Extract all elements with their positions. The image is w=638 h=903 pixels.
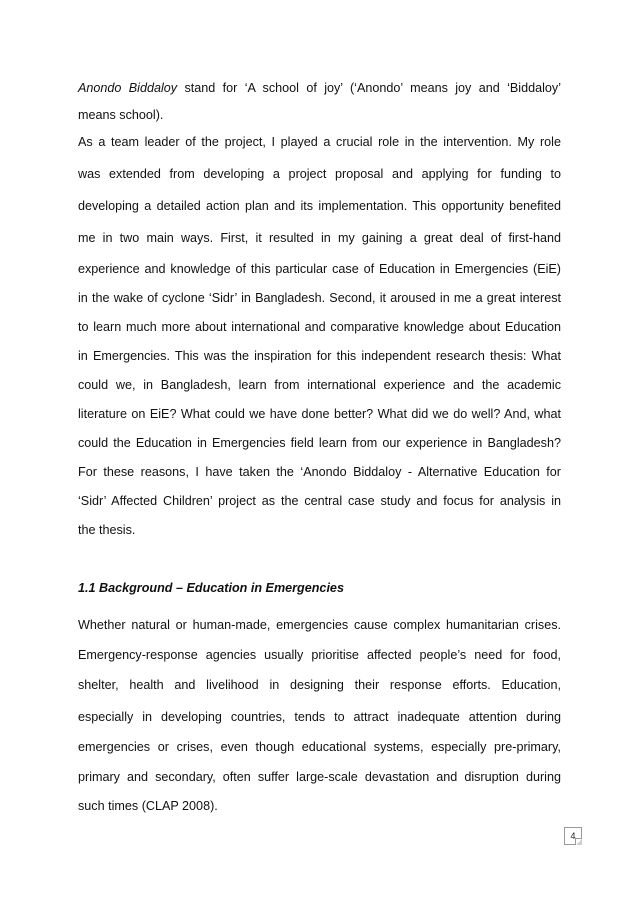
paragraph-2-line: me in two main ways. First, it resulted in my gaining a great deal of first-hand [78,231,561,245]
page-number-box [564,827,582,845]
paragraph-3-line: Emergency-response agencies usually prioritise affected people’s need for food, [78,648,561,662]
paragraph-2-line: could we, in Bangladesh, learn from international experience and the academic [78,378,561,392]
paragraph-2-line: the thesis. [78,523,136,537]
paragraph-1-line-1-rest: stand for ‘A school of joy’ (‘Anondo’ means joy and ‘Biddaloy’ [177,81,561,95]
paragraph-2-line: to learn much more about international and comparative knowledge about Education [78,320,561,334]
paragraph-3-line: emergencies or crises, even though educational systems, especially pre-primary, [78,740,561,754]
paragraph-2-line: experience and knowledge of this particular case of Education in Emergencies (EiE) [78,262,561,276]
paragraph-2-line: literature on EiE? What could we have done better? What did we do well? And, what [78,407,561,421]
section-heading: 1.1 Background – Education in Emergencies [78,581,344,595]
paragraph-2-line: could the Education in Emergencies field learn from our experience in Bangladesh? [78,436,561,450]
paragraph-2-line: was extended from developing a project proposal and applying for funding to [78,167,561,181]
paragraph-2-line: in the wake of cyclone ‘Sidr’ in Bangladesh. Second, it aroused in me a great interest [78,291,561,305]
paragraph-1-line-1 [78,80,561,96]
paragraph-2-line: in Emergencies. This was the inspiration for this independent research thesis: What [78,349,561,363]
paragraph-3-line: primary and secondary, often suffer large-scale devastation and disruption during [78,770,561,784]
paragraph-3-line: Whether natural or human-made, emergencies cause complex humanitarian crises. [78,618,561,632]
folded-corner-icon [575,838,582,845]
italic-term: Anondo Biddaloy [78,81,178,95]
page-number: 4 [570,831,576,841]
paragraph-1-line-2: means school). [78,108,164,122]
paragraph-2-line: As a team leader of the project, I played a crucial role in the intervention. My role [78,135,561,149]
paragraph-2-line: developing a detailed action plan and its implementation. This opportunity benefited [78,199,561,213]
paragraph-3-line: shelter, health and livelihood in designing their response efforts. Education, [78,678,561,692]
paragraph-3-line: such times (CLAP 2008). [78,799,218,813]
paragraph-2-line: ‘Sidr’ Affected Children’ project as the central case study and focus for analysis in [78,494,561,508]
paragraph-2-line: For these reasons, I have taken the ‘Anondo Biddaloy - Alternative Education for [78,465,561,479]
paragraph-3-line: especially in developing countries, tends to attract inadequate attention during [78,710,561,724]
